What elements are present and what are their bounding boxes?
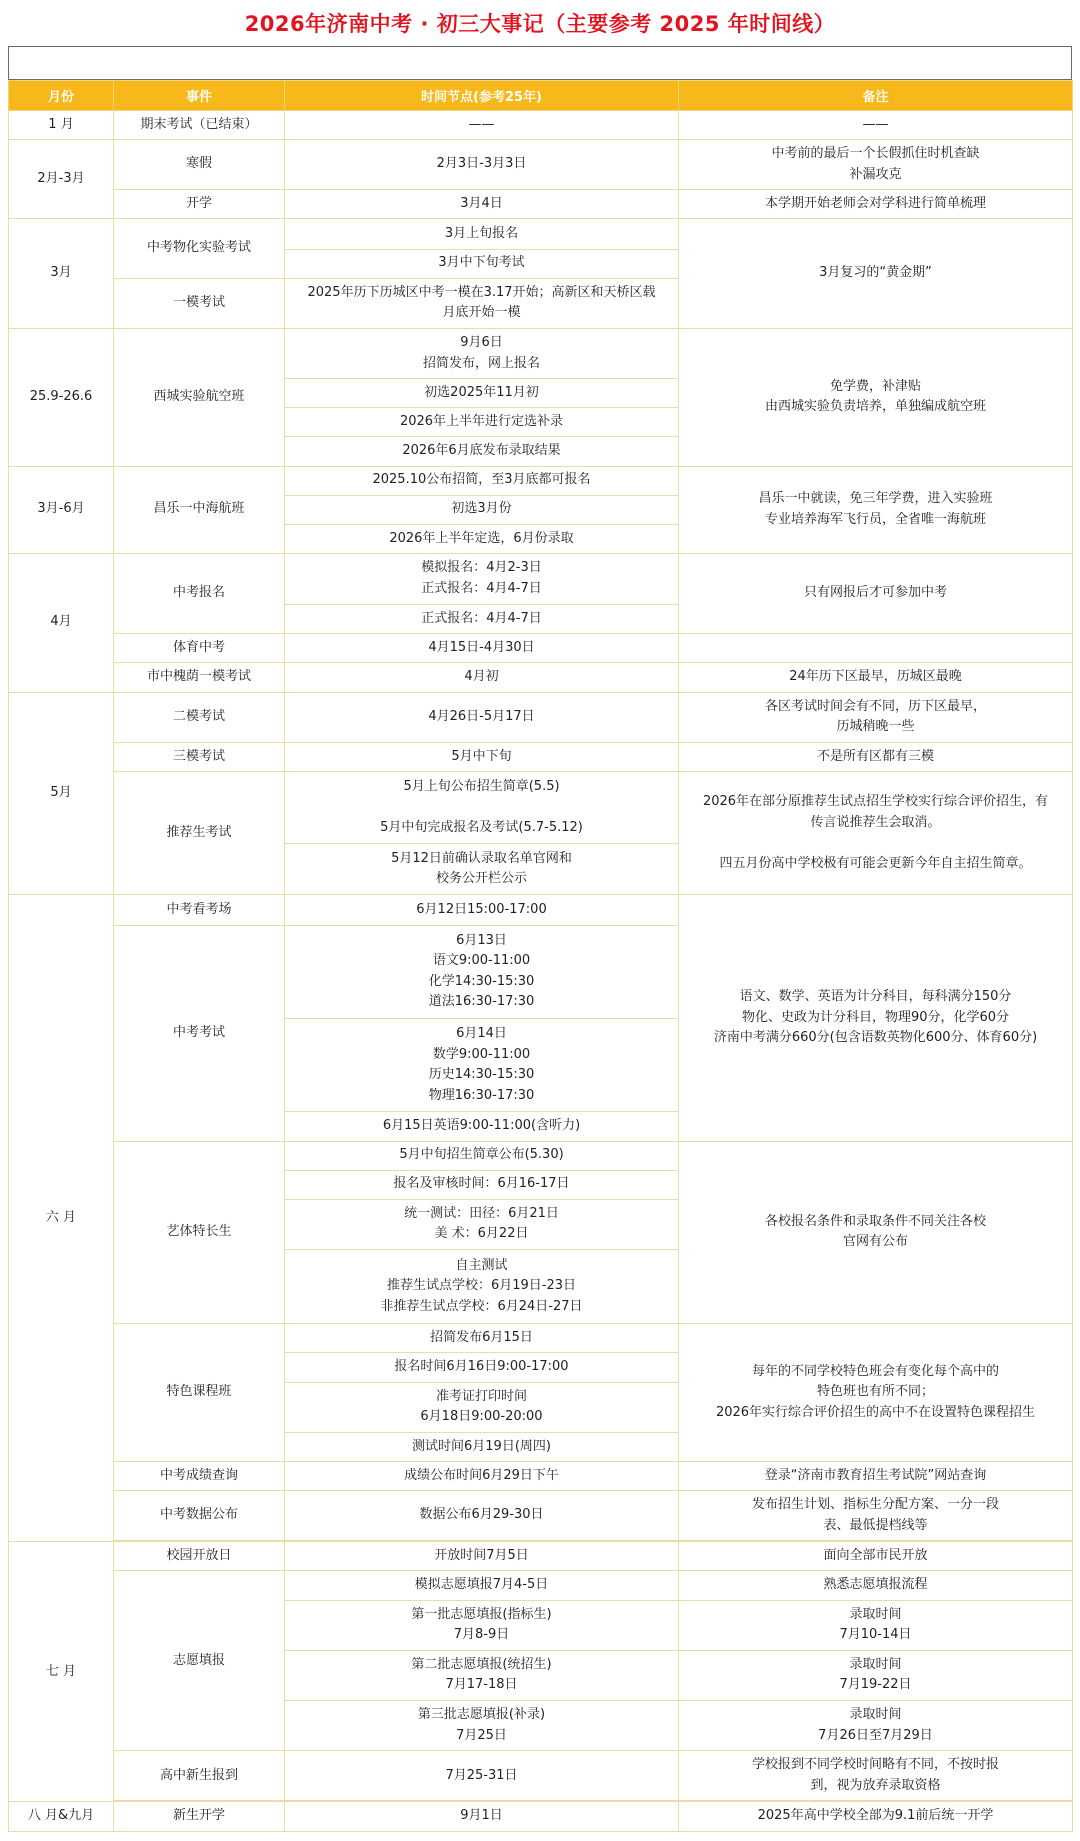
event-cell: 特色课程班 bbox=[114, 1324, 285, 1462]
event-cell: 新生开学 bbox=[114, 1802, 285, 1832]
time-cell: 2025年历下历城区中考一模在3.17开始；高新区和天桥区载 月底开始一模 bbox=[285, 278, 679, 328]
time-cell: 测试时间6月19日(周四) bbox=[285, 1432, 679, 1461]
event-cell: 中考看考场 bbox=[114, 895, 285, 925]
schedule-table bbox=[8, 80, 1073, 1832]
header-month: 月份 bbox=[9, 81, 114, 111]
time-cell: 5月中旬招生简章公布(5.30) bbox=[285, 1141, 679, 1170]
table-row bbox=[9, 1461, 1073, 1490]
time-cell: 统一测试：田径：6月21日 美 术：6月22日 bbox=[285, 1199, 679, 1249]
time-cell: 模拟报名：4月2-3日 正式报名：4月4-7日 bbox=[285, 553, 679, 604]
event-cell: 校园开放日 bbox=[114, 1542, 285, 1571]
table-row bbox=[9, 111, 1073, 140]
time-cell: 6月15日英语9:00-11:00(含听力) bbox=[285, 1112, 679, 1141]
time-cell: 5月中下旬 bbox=[285, 742, 679, 771]
time-cell: 4月初 bbox=[285, 663, 679, 692]
table-row bbox=[9, 219, 1073, 249]
note-cell: 各校报名条件和录取条件不同关注各校 官网有公布 bbox=[679, 1141, 1073, 1324]
event-cell: 昌乐一中海航班 bbox=[114, 466, 285, 553]
note-cell: 不是所有区都有三模 bbox=[679, 742, 1073, 771]
header-note: 备注 bbox=[679, 81, 1073, 111]
time-cell: 2026年6月底发布录取结果 bbox=[285, 437, 679, 466]
month-cell: 1 月 bbox=[9, 111, 114, 140]
time-cell: 9月1日 bbox=[285, 1802, 679, 1832]
table-row bbox=[9, 634, 1073, 663]
month-cell: 六 月 bbox=[9, 895, 114, 1542]
blank-banner bbox=[8, 46, 1072, 80]
note-cell: 登录“济南市教育招生考试院”网站查询 bbox=[679, 1461, 1073, 1490]
note-cell: 2025年高中学校全部为9.1前后统一开学 bbox=[679, 1802, 1073, 1832]
note-cell: 面向全部市民开放 bbox=[679, 1542, 1073, 1571]
event-cell: 高中新生报到 bbox=[114, 1751, 285, 1801]
note-cell: 录取时间 7月10-14日 bbox=[679, 1600, 1073, 1650]
time-cell: 第一批志愿填报(指标生) 7月8-9日 bbox=[285, 1600, 679, 1650]
event-cell: 开学 bbox=[114, 190, 285, 219]
header-event: 事件 bbox=[114, 81, 285, 111]
time-cell: 自主测试 推荐生试点学校：6月19日-23日 非推荐生试点学校：6月24日-27日 bbox=[285, 1249, 679, 1323]
note-cell: 2026年在部分原推荐生试点招生学校实行综合评价招生，有 传言说推荐生会取消。 四五月份高中学校极有可能会更新今年自主招生简章。 bbox=[679, 771, 1073, 895]
event-cell: 三模考试 bbox=[114, 742, 285, 771]
table-row bbox=[9, 1802, 1073, 1832]
note-cell: 只有网报后才可参加中考 bbox=[679, 553, 1073, 633]
time-cell: 招简发布6月15日 bbox=[285, 1324, 679, 1353]
event-cell: 一模考试 bbox=[114, 278, 285, 328]
note-cell: 中考前的最后一个长假抓住时机查缺 补漏攻克 bbox=[679, 140, 1073, 190]
month-cell: 25.9-26.6 bbox=[9, 328, 114, 466]
month-cell: 5月 bbox=[9, 692, 114, 895]
note-cell: 3月复习的“黄金期” bbox=[679, 219, 1073, 328]
note-cell: 录取时间 7月26日至7月29日 bbox=[679, 1700, 1073, 1750]
time-cell: 6月14日 数学9:00-11:00 历史14:30-15:30 物理16:30-17:30 bbox=[285, 1018, 679, 1111]
table-row bbox=[9, 771, 1073, 843]
note-cell bbox=[679, 634, 1073, 663]
time-cell: 初选3月份 bbox=[285, 495, 679, 524]
time-cell: 5月上旬公布招生简章(5.5) 5月中旬完成报名及考试(5.7-5.12) bbox=[285, 771, 679, 843]
event-cell: 志愿填报 bbox=[114, 1571, 285, 1751]
time-cell: 2026年上半年定选，6月份录取 bbox=[285, 524, 679, 553]
note-cell: —— bbox=[679, 111, 1073, 140]
month-cell: 4月 bbox=[9, 553, 114, 692]
table-row bbox=[9, 1491, 1073, 1541]
table-row bbox=[9, 692, 1073, 742]
time-cell: 准考证打印时间 6月18日9:00-20:00 bbox=[285, 1382, 679, 1432]
time-cell: 成绩公布时间6月29日下午 bbox=[285, 1461, 679, 1490]
time-cell: 报名时间6月16日9:00-17:00 bbox=[285, 1353, 679, 1382]
time-cell: 2025.10公布招简，至3月底都可报名 bbox=[285, 466, 679, 495]
event-cell: 中考报名 bbox=[114, 553, 285, 633]
time-cell: 初选2025年11月初 bbox=[285, 379, 679, 408]
table-row bbox=[9, 1542, 1073, 1571]
time-cell: 4月26日-5月17日 bbox=[285, 692, 679, 742]
event-cell: 西城实验航空班 bbox=[114, 328, 285, 466]
note-cell: 语文、数学、英语为计分科目，每科满分150分 物化、史政为计分科目，物理90分，化学60分 济南中考满分660分(包含语数英物化600分、体育60分) bbox=[679, 895, 1073, 1141]
time-cell: 2026年上半年进行定选补录 bbox=[285, 408, 679, 437]
time-cell: 3月4日 bbox=[285, 190, 679, 219]
time-cell: 5月12日前确认录取名单官网和 校务公开栏公示 bbox=[285, 844, 679, 895]
table-row bbox=[9, 553, 1073, 604]
month-cell: 八 月&九月 bbox=[9, 1802, 114, 1832]
table-row bbox=[9, 328, 1073, 378]
time-cell: 报名及审核时间：6月16-17日 bbox=[285, 1170, 679, 1199]
note-cell: 学校报到不同学校时间略有不同，不按时报 到，视为放弃录取资格 bbox=[679, 1751, 1073, 1801]
note-cell: 熟悉志愿填报流程 bbox=[679, 1571, 1073, 1600]
time-cell: 9月6日 招简发布，网上报名 bbox=[285, 328, 679, 378]
page-title: 2026年济南中考 · 初三大事记（主要参考 2025 年时间线） bbox=[244, 12, 836, 36]
time-cell: 7月25-31日 bbox=[285, 1751, 679, 1801]
time-cell: 3月中下旬考试 bbox=[285, 249, 679, 278]
month-cell: 七 月 bbox=[9, 1542, 114, 1802]
table-row bbox=[9, 1751, 1073, 1801]
note-cell: 24年历下区最早，历城区最晚 bbox=[679, 663, 1073, 692]
time-cell: —— bbox=[285, 111, 679, 140]
time-cell: 2月3日-3月3日 bbox=[285, 140, 679, 190]
event-cell: 中考物化实验考试 bbox=[114, 219, 285, 278]
table-row bbox=[9, 742, 1073, 771]
event-cell: 中考数据公布 bbox=[114, 1491, 285, 1541]
note-cell: 各区考试时间会有不同，历下区最早， 历城稍晚一些 bbox=[679, 692, 1073, 742]
table-row bbox=[9, 466, 1073, 495]
note-cell: 免学费，补津贴 由西城实验负责培养，单独编成航空班 bbox=[679, 328, 1073, 466]
time-cell: 正式报名：4月4-7日 bbox=[285, 605, 679, 634]
event-cell: 市中槐荫一模考试 bbox=[114, 663, 285, 692]
event-cell: 期末考试（已结束） bbox=[114, 111, 285, 140]
event-cell: 推荐生考试 bbox=[114, 771, 285, 895]
time-cell: 4月15日-4月30日 bbox=[285, 634, 679, 663]
time-cell: 3月上旬报名 bbox=[285, 219, 679, 249]
month-cell: 3月 bbox=[9, 219, 114, 328]
event-cell: 艺体特长生 bbox=[114, 1141, 285, 1324]
time-cell: 6月12日15:00-17:00 bbox=[285, 895, 679, 925]
time-cell: 模拟志愿填报7月4-5日 bbox=[285, 1571, 679, 1600]
note-cell: 发布招生计划、指标生分配方案、一分一段 表、最低提档线等 bbox=[679, 1491, 1073, 1541]
table-row bbox=[9, 663, 1073, 692]
event-cell: 寒假 bbox=[114, 140, 285, 190]
event-cell: 中考成绩查询 bbox=[114, 1461, 285, 1490]
note-cell: 每年的不同学校特色班会有变化每个高中的 特色班也有所不同； 2026年实行综合评价招生的高中不在设置特色课程招生 bbox=[679, 1324, 1073, 1462]
month-cell: 3月-6月 bbox=[9, 466, 114, 553]
note-cell: 昌乐一中就读，免三年学费，进入实验班 专业培养海军飞行员，全省唯一海航班 bbox=[679, 466, 1073, 553]
table-row bbox=[9, 895, 1073, 925]
table-row bbox=[9, 1324, 1073, 1353]
time-cell: 数据公布6月29-30日 bbox=[285, 1491, 679, 1541]
event-cell: 体育中考 bbox=[114, 634, 285, 663]
event-cell: 二模考试 bbox=[114, 692, 285, 742]
month-cell: 2月-3月 bbox=[9, 140, 114, 219]
table-row bbox=[9, 1141, 1073, 1170]
table-row bbox=[9, 140, 1073, 190]
time-cell: 第三批志愿填报(补录) 7月25日 bbox=[285, 1700, 679, 1750]
table-row bbox=[9, 1571, 1073, 1600]
event-cell: 中考考试 bbox=[114, 925, 285, 1141]
time-cell: 6月13日 语文9:00-11:00 化学14:30-15:30 道法16:30-17:30 bbox=[285, 925, 679, 1018]
header-time: 时间节点(参考25年) bbox=[285, 81, 679, 111]
time-cell: 开放时间7月5日 bbox=[285, 1542, 679, 1571]
note-cell: 录取时间 7月19-22日 bbox=[679, 1650, 1073, 1700]
note-cell: 本学期开始老师会对学科进行简单梳理 bbox=[679, 190, 1073, 219]
time-cell: 第二批志愿填报(统招生) 7月17-18日 bbox=[285, 1650, 679, 1700]
table-header-row bbox=[9, 81, 1073, 111]
table-row bbox=[9, 190, 1073, 219]
